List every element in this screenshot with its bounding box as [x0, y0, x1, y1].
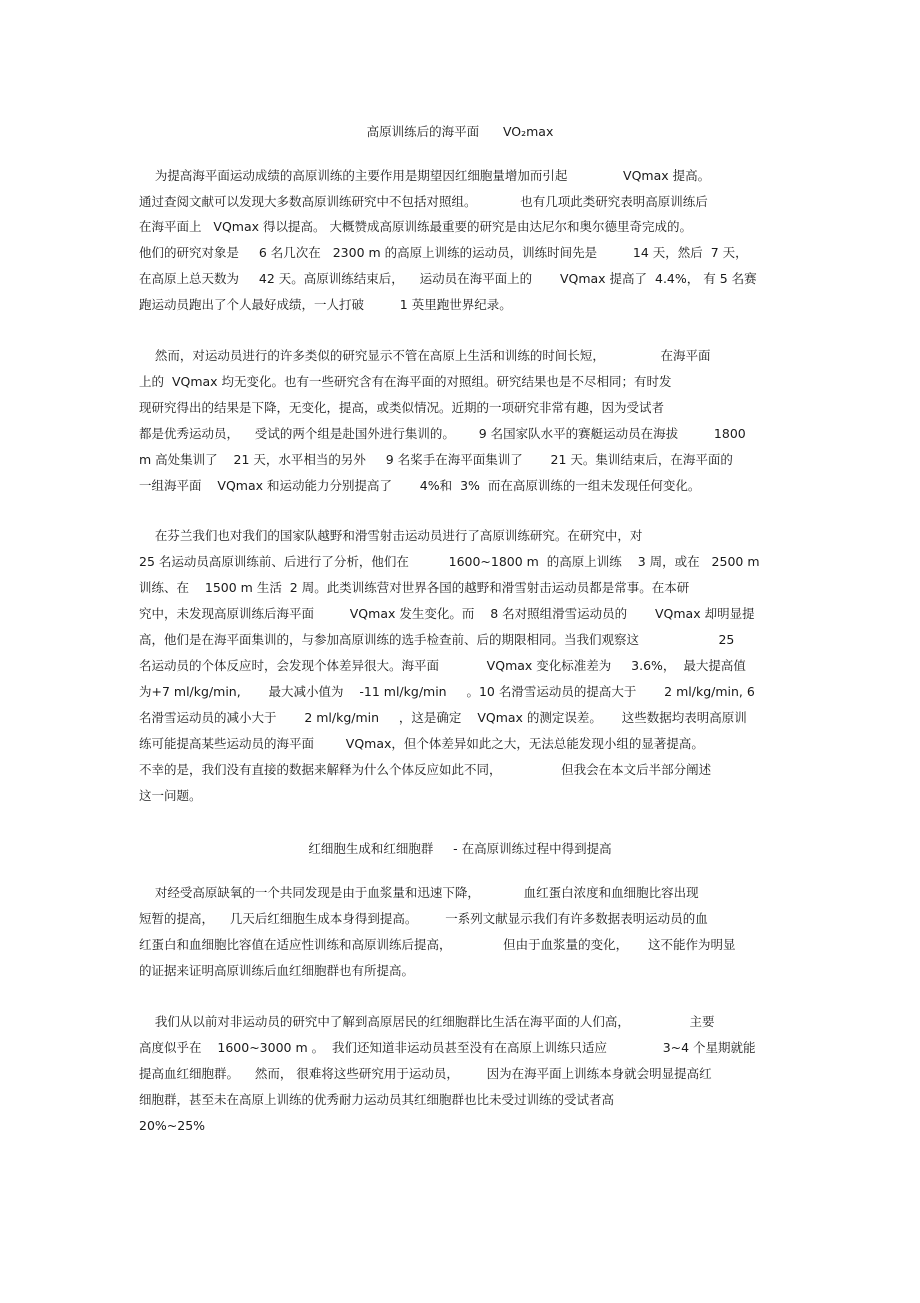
text-line: 高度似乎在 1600~3000 m 。 我们还知道非运动员甚至没有在高原上训练只适应 3~4 个星期就能 [139, 1040, 756, 1055]
text-line: 提高血红细胞群。 然而， 很难将这些研究用于运动员， 因为在海平面上训练本身就会明显提高红 [139, 1066, 712, 1081]
text-line: 高，他们是在海平面集训的，与参加高原训练的选手检查前、后的期限相同。当我们观察这 25 [139, 632, 735, 647]
text-line: 不幸的是，我们没有直接的数据来解释为什么个体反应如此不同， 但我会在本文后半部分阐述 [139, 762, 712, 777]
text-line: 这一问题。 [139, 788, 202, 803]
text-line: 在芬兰我们也对我们的国家队越野和滑雪射击运动员进行了高原训练研究。在研究中，对 [139, 528, 643, 543]
text-line: 我们从以前对非运动员的研究中了解到高原居民的红细胞群比生活在海平面的人们高， 主要 [139, 1014, 715, 1029]
text-line: 在高原上总天数为 42 天。高原训练结束后， 运动员在海平面上的 VQmax 提高了 4.4%， 有 5 名赛 [139, 271, 757, 286]
text-line: 名滑雪运动员的减小大于 2 ml/kg/min ，这是确定 VQmax 的测定误差。 这些数据均表明高原训 [139, 710, 747, 725]
section-title: 红细胞生成和红细胞群 - 在高原训练过程中得到提高 [308, 841, 612, 856]
text-line: 对经受高原缺氧的一个共同发现是由于血浆量和迅速下降， 血红蛋白浓度和血细胞比容出现 [139, 885, 699, 900]
document-title: 高原训练后的海平面 VO₂max [366, 124, 554, 139]
text-line: 为+7 ml/kg/min, 最大减小值为 -11 ml/kg/min 。10 名滑雪运动员的提高大于 2 ml/kg/min, 6 [139, 684, 755, 699]
text-line: 细胞群，甚至未在高原上训练的优秀耐力运动员其红细胞群也比未受过训练的受试者高 [139, 1092, 615, 1107]
text-line: 为提高海平面运动成绩的高原训练的主要作用是期望因红细胞量增加而引起 VQmax 提高。 [139, 168, 711, 183]
text-line: 现研究得出的结果是下降，无变化，提高，或类似情况。近期的一项研究非常有趣，因为受试者 [139, 400, 665, 415]
text-line: 上的 VQmax 均无变化。也有一些研究含有在海平面的对照组。研究结果也是不尽相同；有时发 [139, 374, 672, 389]
text-line: m 高处集训了 21 天，水平相当的另外 9 名桨手在海平面集训了 21 天。集训结束后，在海平面的 [139, 452, 733, 467]
text-line: 通过查阅文献可以发现大多数高原训练研究中不包括对照组。 也有几项此类研究表明高原训练后 [139, 194, 708, 209]
text-line: 然而，对运动员进行的许多类似的研究显示不管在高原上生活和训练的时间长短， 在海平面 [139, 348, 711, 363]
text-line: 跑运动员跑出了个人最好成绩，一人打破 1 英里跑世界纪录。 [139, 297, 512, 312]
text-line: 一组海平面 VQmax 和运动能力分别提高了 4%和 3% 而在高原训练的一组未发现任何变化。 [139, 478, 701, 493]
text-line: 名运动员的个体反应时，会发现个体差异很大。海平面 VQmax 变化标准差为 3.6%， 最大提高值 [139, 658, 746, 673]
text-line: 训练、在 1500 m 生活 2 周。此类训练营对世界各国的越野和滑雪射击运动员都是常事。在本研 [139, 580, 690, 595]
text-line: 究中，未发现高原训练后海平面 VQmax 发生变化。而 8 名对照组滑雪运动员的 VQmax 却明显提 [139, 606, 755, 621]
text-line: 20%~25% [139, 1118, 206, 1133]
text-line: 在海平面上 VQmax 得以提高。 大概赞成高原训练最重要的研究是由达尼尔和奥尔德里奇完成的。 [139, 219, 692, 234]
text-line: 他们的研究对象是 6 名几次在 2300 m 的高原上训练的运动员，训练时间先是 14 天，然后 7 天， [139, 245, 748, 260]
text-line: 的证据来证明高原训练后血红细胞群也有所提高。 [139, 963, 415, 978]
text-line: 短暂的提高， 几天后红细胞生成本身得到提高。 一系列文献显示我们有许多数据表明运动员的血 [139, 911, 708, 926]
text-line: 都是优秀运动员， 受试的两个组是赴国外进行集训的。 9 名国家队水平的赛艇运动员在海拔 1800 [139, 426, 746, 441]
text-line: 25 名运动员高原训练前、后进行了分析，他们在 1600~1800 m 的高原上训练 3 周，或在 2500 m [139, 554, 760, 569]
text-line: 练可能提高某些运动员的海平面 VQmax，但个体差异如此之大，无法总能发现小组的显著提高。 [139, 736, 704, 751]
text-line: 红蛋白和血细胞比容值在适应性训练和高原训练后提高， 但由于血浆量的变化， 这不能作为明显 [139, 937, 736, 952]
